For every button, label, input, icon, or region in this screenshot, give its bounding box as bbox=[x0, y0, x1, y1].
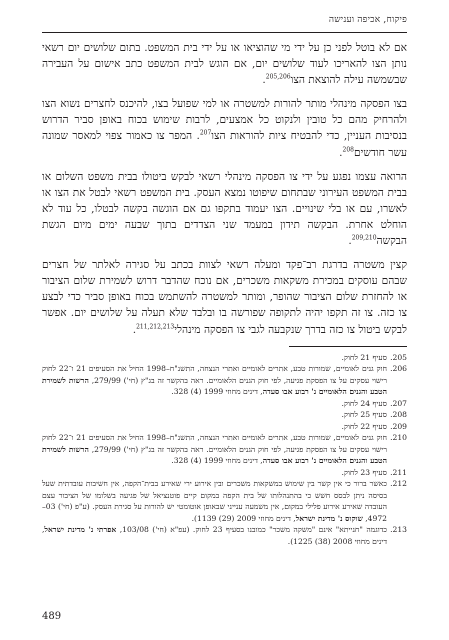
case-name: הרשות לשמירת הטבע והגנים הלאומיים נ' רבוע אבו סעדה bbox=[42, 375, 387, 397]
footnote-ref[interactable]: 209,210 bbox=[351, 234, 377, 242]
footnote: 207. סעיף 24 לחוק. bbox=[341, 398, 407, 408]
footnote: 206. חוק גנים לאומיים, שמורות טבע, אתרים לאומיים ואתרי הנצחה, התשנ"ח–1998 החיל את הסעיפים 21 ו־22 לחוק רישוי עסקים על צו הפסקת פגיעה, לפי חוק הגנים הלאומיים. ראה בהקשר זה בג"ץ (חי') 279/99, הרשות לשמירת הטבע והגנים הלאומיים נ' רבוע אבו סעדה, דינים מחוזי 1999 (4) 328. bbox=[42, 364, 407, 397]
body-paragraph-2: בצו הפסקה מינהלי מותר להורות למשטרה או למי שפועל בצו, להיכנס לחצרים נשוא הצו ולהרחיק מהם כל טובין ולנקוט כל אמצעים, לרבות שימוש בכוח באופן סביר הדרוש בנסיבות העניין, כדי להבטיח ציות להוראות הצו$^{207}$. המפר צו כאמור צפוי למאסר שמונה עשר חודשים$^{208}$. bbox=[42, 98, 407, 159]
footnote-ref[interactable]: 207 bbox=[199, 129, 212, 137]
body-paragraph-3: הרואה עצמו נפגע על ידי צו הפסקה מינהלי רשאי לבקש ביטולו בבית משפט השלום או בבית המשפט העירוני שבתחום שיפוטו נמצא העסק. בית המשפט רשאי לבטל את הצו או לאשרו, עם או בלי שינויים. הצו יעמוד בתקפו גם אם הוגשה בקשה לבטלו, כל עוד לא הוחלט אחרת. הבקשה תידון במעמד שני הצדדים בתוך שבעה ימים מיום הגשת הבקשה$^{209,210}$. bbox=[42, 170, 407, 248]
header-rule bbox=[42, 32, 407, 33]
footnote: 210. חוק גנים לאומיים, שמורות טבע, אתרים לאומיים ואתרי הנצחה, התשנ"ח–1998 החיל את הסעיפים 21 ו־22 לחוק רישוי עסקים על צו הפסקת פגיעה, לפי חוק הגנים הלאומיים. ראה בהקשר זה בג"ץ (חי') 279/99, הרשות לשמירת הטבע והגנים הלאומיים נ' רבוע אבו סעדה, דינים מחוזי 1999 (4) 328. bbox=[42, 433, 407, 466]
footnotes bbox=[42, 352, 407, 548]
footnote-separator bbox=[289, 346, 407, 347]
footnote-ref[interactable]: 211,212,213 bbox=[136, 322, 175, 330]
footnote: 208. סעיף 25 לחוק. bbox=[341, 410, 407, 420]
case-name: הרשות לשמירת הטבע והגנים הלאומיים נ' רבוע אבו סעדה bbox=[42, 444, 387, 466]
running-header: פיקוח, אכיפה וענישה bbox=[328, 15, 407, 25]
page-body bbox=[42, 40, 407, 547]
footnote: 209. סעיף 22 לחוק. bbox=[341, 421, 407, 431]
case-name: שוקוס נ' מדינת ישראל bbox=[295, 513, 363, 523]
page-number: 489 bbox=[42, 611, 62, 622]
body-paragraph-4: קצין משטרה בדרגת רב־פקד ומעלה רשאי לצוות בכתב על סגירה לאלתר של חצרים שבהם עוסקים במכירת משקאות משכרים, אם נוכח שהדבר דרוש לשמירת שלום הציבור או להחזרת שלום הציבור שהופר, ומותר למשטרה להשתמש בכוח באופן סביר כדי לבצע צו כזה. צו זה תקפו יהיה לתקופה שפורשה בו ובלבד שלא תעלה על שלושים יום. אפשר לבקש ביטול צו כזה בדרך שנקבעה לגבי צו הפסקה מינהלי$^{211,212,213}$. bbox=[42, 259, 407, 336]
footnote: 205. סעיף 21 לחוק. bbox=[341, 352, 407, 362]
footnote: 213. כדוגמה "חנייתא" אינם "משקה משכר" כמובנו בסעיף 23 לחוק. (עפ"א (חי') 103/08, אפרתי נ' מדינת ישראל, דינים מחוזי 2008 (38) 1225). bbox=[42, 525, 407, 546]
case-name: אפרתי נ' מדינת ישראל bbox=[44, 525, 117, 535]
footnote-ref[interactable]: 205,206 bbox=[265, 73, 291, 81]
footnote-ref[interactable]: 208 bbox=[342, 146, 354, 154]
footnote: 212. כאשר ברור כי אין קשר בין שימוש במשקאות משכרים ובין אירוע ירי שאירע בבית־הקפה, אין חשיבות עובדתית שעל בסיסה ניתן לבסס חשש כי בהתנהלותו של בית הקפה במקום קיים פוטנציאל של פגיעה בשלומו של הציבור עצם העובדה שאירע אירוע פלילי במקום, אין משמעה ענייני שבאופן אוטומטי יש להורות על סגירת העסק. (ע"פ (חי') 03–4972, שוקוס נ' מדינת ישראל, דינים מחוזי 2009 (29) 1139). bbox=[42, 479, 407, 523]
body-paragraph-1: אם לא בוטל לפני כן על ידי מי שהוציאו או על ידי בית המשפט. בתום שלושים יום רשאי נותן הצו להאריכו לעוד שלושים יום, אם הוגש לבית המשפט כתב אישום על העבירה שבשמשה עילה להוצאת הצו$^{205,206}$. bbox=[42, 42, 407, 87]
footnote: 211. סעיף 23 לחוק. bbox=[341, 467, 407, 477]
